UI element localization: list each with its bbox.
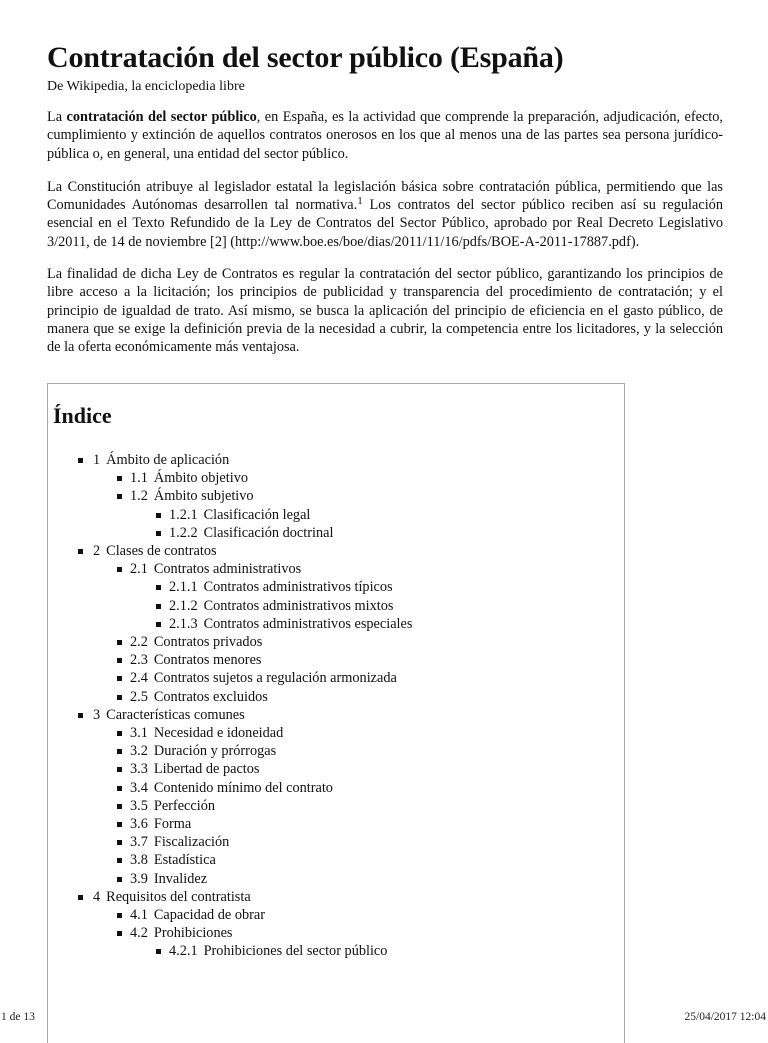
toc-entry (48, 524, 624, 542)
toc-number: 4.2 (130, 925, 148, 942)
toc-entry (48, 924, 624, 960)
square-bullet-icon (78, 549, 83, 554)
toc-label: Requisitos del contratista (106, 888, 251, 905)
toc-entry (48, 688, 624, 706)
toc-label: Contratos administrativos típicos (203, 579, 393, 596)
toc-link[interactable] (48, 906, 624, 924)
toc-number: 3.2 (130, 743, 148, 760)
toc-link[interactable] (48, 870, 624, 888)
constitution-post: Los contratos del sector público reciben así su regulación esencial en el Texto Refundido de la Ley de Contratos del Sector Público, aprobado por Real Decreto Legislativo 3/2011, de 14 de noviembre [2] (http://www.boe.es/boe/dias/2011/11/16/pdfs/BOE-A-2011-17887.pdf). (47, 197, 723, 250)
toc-entry (48, 833, 624, 851)
intro-bold-term: contratación del sector público (66, 109, 257, 125)
toc-number: 3.7 (130, 834, 148, 851)
toc-entry (48, 724, 624, 742)
toc-number: 1.2.1 (169, 506, 198, 523)
toc-label: Ámbito objetivo (153, 470, 248, 487)
toc-label: Perfección (153, 797, 215, 814)
toc-number: 2.1.1 (169, 579, 198, 596)
square-bullet-icon (156, 949, 161, 954)
toc-list (48, 451, 624, 961)
toc-number: 2.1 (130, 561, 148, 578)
toc-entry (48, 633, 624, 651)
toc-label: Contratos administrativos (153, 561, 302, 578)
square-bullet-icon (117, 913, 122, 918)
toc-entry (48, 706, 624, 888)
toc-link[interactable] (48, 597, 624, 615)
toc-link[interactable] (48, 724, 624, 742)
toc-number: 3.8 (130, 852, 148, 869)
square-bullet-icon (156, 585, 161, 590)
toc-label: Clasificación legal (203, 506, 311, 523)
toc-link[interactable] (48, 506, 624, 524)
toc-label: Contratos excluidos (153, 688, 268, 705)
toc-link[interactable] (48, 542, 624, 560)
toc-link[interactable] (48, 688, 624, 706)
toc-number: 2.3 (130, 652, 148, 669)
toc-link[interactable] (48, 833, 624, 851)
square-bullet-icon (117, 858, 122, 863)
square-bullet-icon (117, 640, 122, 645)
toc-level-2 (48, 724, 624, 888)
toc-link[interactable] (48, 560, 624, 578)
toc-entry (48, 669, 624, 687)
square-bullet-icon (117, 877, 122, 882)
toc-number: 3 (93, 706, 101, 723)
toc-entry (48, 906, 624, 924)
toc-number: 2 (93, 543, 101, 560)
toc-label: Contratos sujetos a regulación armonizada (153, 670, 397, 687)
toc-label: Necesidad e idoneidad (153, 725, 284, 742)
square-bullet-icon (78, 895, 83, 900)
toc-label: Contenido mínimo del contrato (153, 779, 333, 796)
square-bullet-icon (78, 713, 83, 718)
toc-link[interactable] (48, 797, 624, 815)
square-bullet-icon (156, 622, 161, 627)
toc-entry (48, 888, 624, 961)
toc-link[interactable] (48, 651, 624, 669)
toc-link[interactable] (48, 669, 624, 687)
toc-level-2 (48, 560, 624, 706)
toc-number: 4.1 (130, 907, 148, 924)
toc-entry (48, 942, 624, 960)
square-bullet-icon (117, 840, 122, 845)
square-bullet-icon (117, 658, 122, 663)
toc-entry (48, 815, 624, 833)
square-bullet-icon (117, 804, 122, 809)
toc-label: Capacidad de obrar (153, 907, 266, 924)
toc-link[interactable] (48, 578, 624, 596)
square-bullet-icon (117, 731, 122, 736)
toc-entry (48, 506, 624, 524)
toc-entry (48, 651, 624, 669)
square-bullet-icon (117, 695, 122, 700)
square-bullet-icon (117, 476, 122, 481)
print-footer-datetime: 25/04/2017 12:04 (684, 1011, 766, 1023)
toc-label: Libertad de pactos (153, 761, 260, 778)
toc-label: Clasificación doctrinal (203, 524, 334, 541)
square-bullet-icon (117, 494, 122, 499)
toc-label: Contratos menores (153, 652, 262, 669)
toc-number: 3.4 (130, 779, 148, 796)
toc-entry (48, 779, 624, 797)
toc-label: Forma (153, 816, 192, 833)
toc-entry (48, 487, 624, 542)
toc-number: 3.5 (130, 797, 148, 814)
footnote-ref-1[interactable]: 1 (357, 195, 363, 208)
toc-label: Clases de contratos (106, 543, 217, 560)
square-bullet-icon (156, 531, 161, 536)
square-bullet-icon (117, 749, 122, 754)
toc-entry (48, 760, 624, 778)
toc-number: 1.2 (130, 488, 148, 505)
toc-number: 1.2.2 (169, 524, 198, 541)
toc-entry (48, 451, 624, 542)
toc-entry (48, 560, 624, 633)
square-bullet-icon (117, 676, 122, 681)
toc-label: Contratos privados (153, 634, 263, 651)
toc-link[interactable] (48, 706, 624, 724)
toc-number: 2.5 (130, 688, 148, 705)
toc-link[interactable] (48, 924, 624, 942)
toc-label: Prohibiciones (153, 925, 233, 942)
toc-link[interactable] (48, 469, 624, 487)
toc-level-3 (48, 578, 624, 633)
toc-link[interactable] (48, 742, 624, 760)
toc-number: 3.3 (130, 761, 148, 778)
toc-link[interactable] (48, 451, 624, 469)
square-bullet-icon (156, 604, 161, 609)
toc-level-2 (48, 469, 624, 542)
constitution-paragraph (47, 178, 723, 251)
toc-entry (48, 597, 624, 615)
square-bullet-icon (117, 931, 122, 936)
square-bullet-icon (78, 458, 83, 463)
toc-number: 3.1 (130, 725, 148, 742)
toc-entry (48, 797, 624, 815)
toc-label: Contratos administrativos mixtos (203, 597, 394, 614)
toc-entry (48, 578, 624, 596)
toc-number: 1.1 (130, 470, 148, 487)
toc-link[interactable] (48, 815, 624, 833)
toc-label: Fiscalización (153, 834, 230, 851)
toc-number: 4 (93, 888, 101, 905)
toc-link[interactable] (48, 487, 624, 505)
toc-number: 3.6 (130, 816, 148, 833)
toc-label: Prohibiciones del sector público (203, 943, 388, 960)
square-bullet-icon (156, 513, 161, 518)
toc-link[interactable] (48, 942, 624, 960)
toc-level-3 (48, 506, 624, 542)
toc-level-1 (48, 451, 624, 961)
toc-label: Características comunes (106, 706, 245, 723)
toc-entry (48, 742, 624, 760)
toc-number: 2.2 (130, 634, 148, 651)
toc-entry (48, 542, 624, 706)
toc-link[interactable] (48, 524, 624, 542)
toc-number: 1 (93, 452, 101, 468)
toc-link[interactable] (48, 851, 624, 869)
toc-link[interactable] (48, 888, 624, 906)
toc-level-2 (48, 906, 624, 961)
toc-entry (48, 851, 624, 869)
constitution-pre: La Constitución atribuye al legislador estatal la legislación básica sobre contratación pública, permitiendo que las Comunidades Autónomas desarrollen tal normativa. (47, 178, 723, 214)
toc-label: Ámbito subjetivo (153, 488, 254, 505)
table-of-contents (47, 383, 625, 1043)
toc-link[interactable] (48, 760, 624, 778)
toc-number: 2.4 (130, 670, 148, 687)
intro-pre: La (47, 109, 67, 125)
page-subtitle: De Wikipedia, la enciclopedia libre (47, 79, 245, 94)
toc-heading: Índice (53, 403, 112, 428)
toc-number: 4.2.1 (169, 943, 198, 960)
toc-entry (48, 615, 624, 633)
toc-level-3 (48, 942, 624, 960)
square-bullet-icon (117, 786, 122, 791)
print-footer-page: 1 de 13 (1, 1011, 35, 1023)
toc-number: 3.9 (130, 870, 148, 887)
square-bullet-icon (117, 567, 122, 572)
toc-entry (48, 469, 624, 487)
toc-number: 2.1.2 (169, 597, 198, 614)
toc-label: Duración y prórrogas (153, 743, 277, 760)
square-bullet-icon (117, 822, 122, 827)
page-title: Contratación del sector público (España) (47, 41, 564, 74)
purpose-paragraph: La finalidad de dicha Ley de Contratos es regular la contratación del sector público, garantizando los principios de libre acceso a la licitación; los principios de publicidad y transparencia del procedimiento de contratación; y el principio de igualdad de trato. Así mismo, se busca la aplicación del principio de eficiencia en el gasto público, de manera que se exige la definición previa de la necesidad a cubrir, la competencia entre los licitadores, y la selección de la oferta económicamente más ventajosa. (47, 266, 723, 356)
toc-link[interactable] (48, 633, 624, 651)
toc-label: Ámbito de aplicación (106, 452, 230, 468)
toc-link[interactable] (48, 615, 624, 633)
article-content (47, 40, 723, 357)
toc-label: Invalidez (153, 870, 208, 887)
toc-entry (48, 870, 624, 888)
toc-link[interactable] (48, 779, 624, 797)
toc-label: Contratos administrativos especiales (203, 615, 413, 632)
square-bullet-icon (117, 767, 122, 772)
toc-label: Estadística (153, 852, 216, 869)
intro-paragraph (47, 108, 723, 163)
toc-number: 2.1.3 (169, 615, 198, 632)
intro-post: , en España, es la actividad que comprende la preparación, adjudicación, efecto, cumplimiento y extinción de aquellos contratos onerosos en los que al menos una de las partes sea persona jurídico-pública o, en general, una entidad del sector público. (47, 109, 723, 162)
